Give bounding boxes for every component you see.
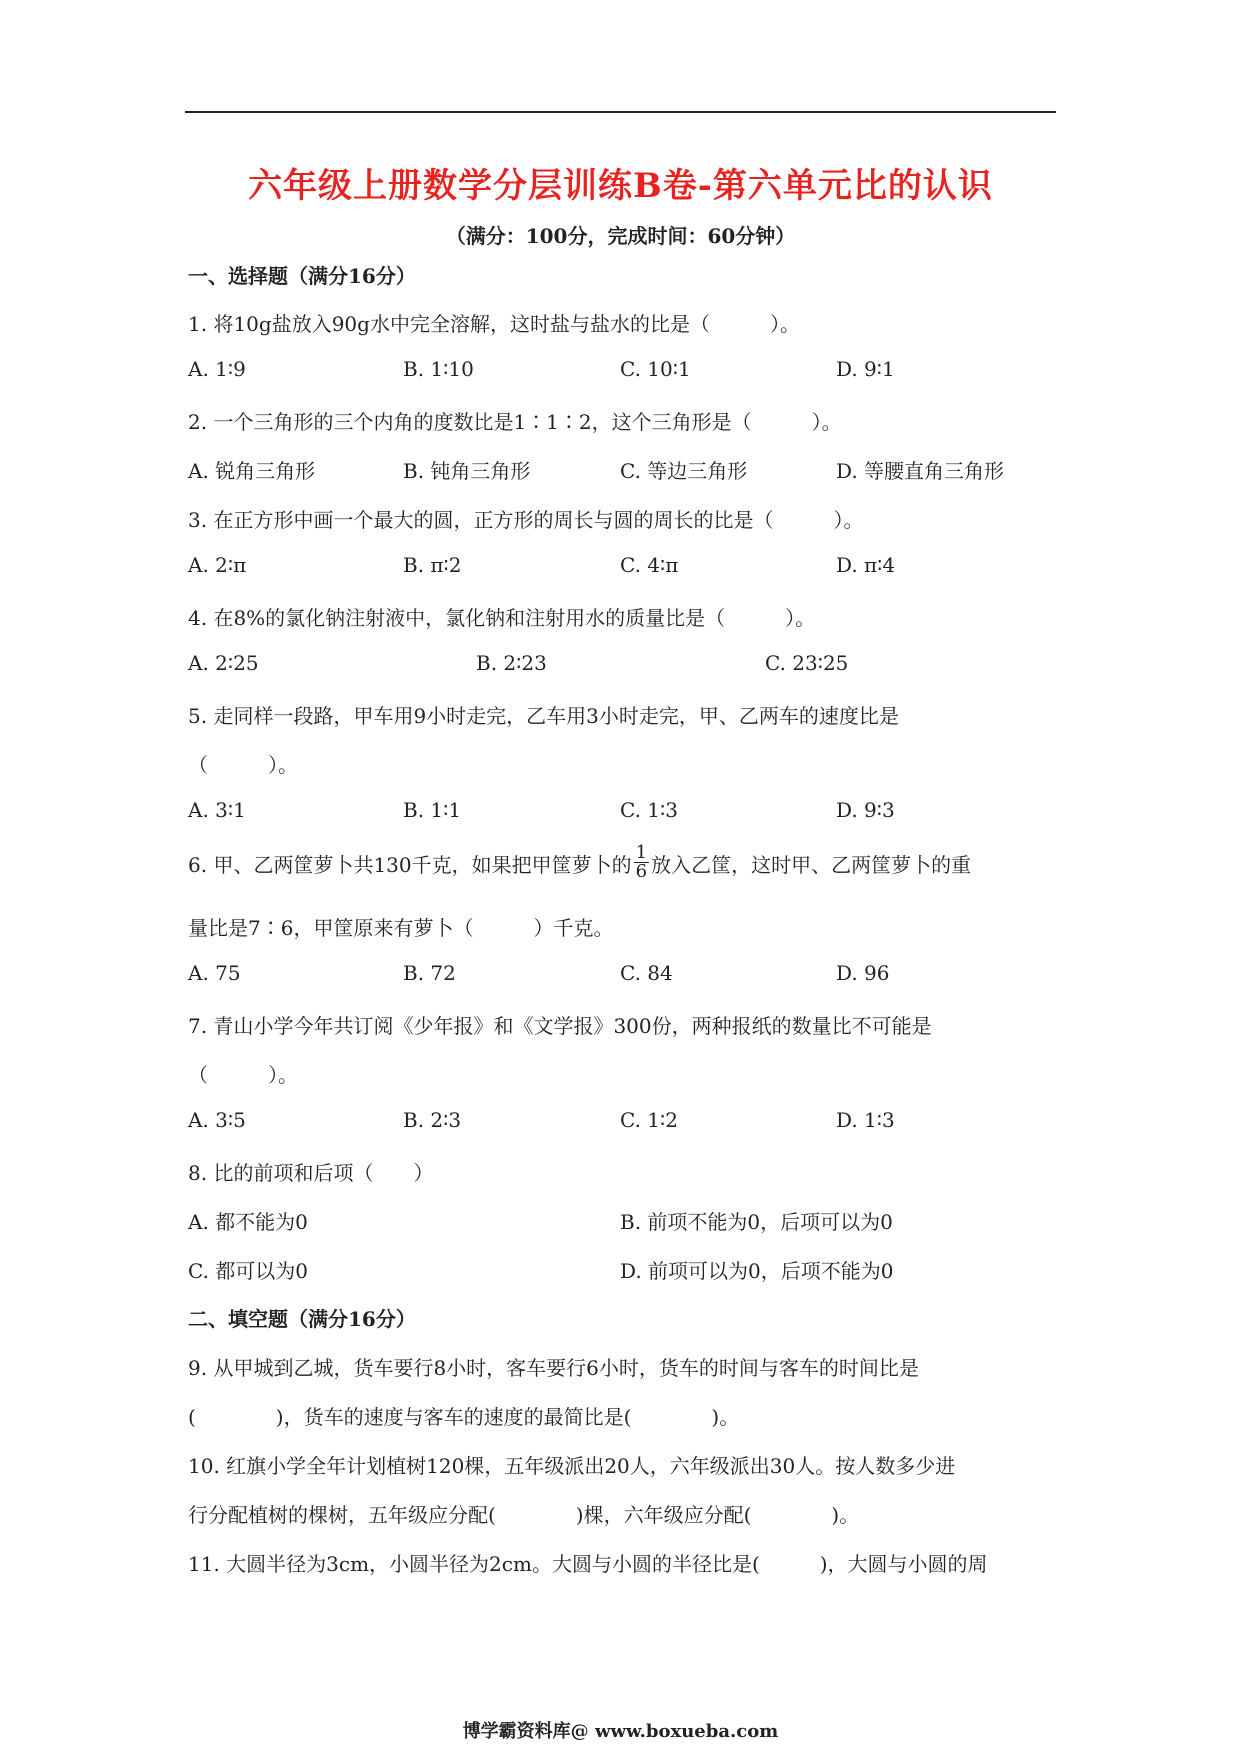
q8-option-c: C. 都可以为0 [188, 1259, 309, 1283]
page-title: 六年级上册数学分层训练B卷-第六单元比的认识 [248, 166, 993, 206]
q4-option-b: B. 2∶23 [476, 651, 547, 675]
question-2: 2. 一个三角形的三个内角的度数比是1∶1∶2，这个三角形是（ ）。 [188, 410, 842, 434]
section-choice-heading: 一、选择题（满分16分） [188, 264, 416, 288]
q1-option-c: C. 10∶1 [620, 357, 691, 381]
q5-option-a: A. 3∶1 [188, 798, 246, 822]
header-rule [185, 111, 1056, 113]
q5-option-b: B. 1∶1 [403, 798, 462, 822]
q6-text-part-1: 6. 甲、乙两筐萝卜共130千克，如果把甲筐萝卜的 [188, 853, 632, 877]
question-5-line-1: 5. 走同样一段路，甲车用9小时走完，乙车用3小时走完，甲、乙两车的速度比是 [188, 704, 899, 728]
q7-option-a: A. 3∶5 [188, 1108, 246, 1132]
question-11-line-1: 11. 大圆半径为3cm，小圆半径为2cm。大圆与小圆的半径比是( )，大圆与小圆的周 [188, 1552, 988, 1576]
q8-option-a: A. 都不能为0 [188, 1210, 308, 1234]
footer-watermark: 博学霸资料库@ www.boxueba.com [462, 1721, 779, 1742]
q4-option-c: C. 23∶25 [765, 651, 849, 675]
q7-option-c: C. 1∶2 [620, 1108, 678, 1132]
q5-option-d: D. 9∶3 [836, 798, 895, 822]
q6-option-b: B. 72 [403, 961, 456, 985]
question-6-line-2: 量比是7∶6，甲筐原来有萝卜（ ）千克。 [188, 916, 614, 940]
question-6-line-1 [188, 842, 972, 885]
question-7-line-1: 7. 青山小学今年共订阅《少年报》和《文学报》300份，两种报纸的数量比不可能是 [188, 1014, 932, 1038]
q8-option-d: D. 前项可以为0，后项不能为0 [620, 1259, 894, 1283]
page-subtitle: （满分：100分，完成时间：60分钟） [445, 224, 796, 248]
q3-option-d: D. π∶4 [836, 553, 896, 577]
question-10-line-1: 10. 红旗小学全年计划植树120棵，五年级派出20人，六年级派出30人。按人数多少进 [188, 1454, 956, 1478]
question-10-line-2: 行分配植树的棵树，五年级应分配( )棵，六年级应分配( )。 [188, 1503, 860, 1527]
q1-option-d: D. 9∶1 [836, 357, 895, 381]
q6-fraction [634, 844, 649, 881]
question-9-line-2: ( )，货车的速度与客车的速度的最简比是( )。 [188, 1405, 740, 1429]
section-fill-heading: 二、填空题（满分16分） [188, 1307, 416, 1331]
q2-option-d: D. 等腰直角三角形 [836, 459, 1005, 483]
q6-text-part-2: 放入乙筐，这时甲、乙两筐萝卜的重 [651, 853, 972, 877]
q4-option-a: A. 2∶25 [188, 651, 259, 675]
q7-option-b: B. 2∶3 [403, 1108, 462, 1132]
q3-option-a: A. 2∶π [188, 553, 247, 577]
q8-option-b: B. 前项不能为0，后项可以为0 [620, 1210, 893, 1234]
q3-option-c: C. 4∶π [620, 553, 679, 577]
q2-option-b: B. 钝角三角形 [403, 459, 531, 483]
question-8: 8. 比的前项和后项（ ） [188, 1161, 434, 1185]
question-5-line-2: （ ）。 [188, 753, 298, 777]
q2-option-a: A. 锐角三角形 [188, 459, 316, 483]
q1-option-b: B. 1∶10 [403, 357, 474, 381]
question-9-line-1: 9. 从甲城到乙城，货车要行8小时，客车要行6小时，货车的时间与客车的时间比是 [188, 1356, 919, 1380]
q6-fraction-numerator: 1 [635, 842, 648, 863]
q5-option-c: C. 1∶3 [620, 798, 678, 822]
q3-option-b: B. π∶2 [403, 553, 462, 577]
question-1: 1. 将10g盐放入90g水中完全溶解，这时盐与盐水的比是（ ）。 [188, 312, 800, 336]
q6-option-c: C. 84 [620, 961, 673, 985]
question-4: 4. 在8%的氯化钠注射液中，氯化钠和注射用水的质量比是（ ）。 [188, 606, 816, 630]
q7-option-d: D. 1∶3 [836, 1108, 895, 1132]
q2-option-c: C. 等边三角形 [620, 459, 748, 483]
question-3: 3. 在正方形中画一个最大的圆，正方形的周长与圆的周长的比是（ ）。 [188, 508, 864, 532]
q6-fraction-denominator: 6 [635, 861, 648, 882]
q1-option-a: A. 1∶9 [188, 357, 246, 381]
q6-option-a: A. 75 [188, 961, 241, 985]
q6-option-d: D. 96 [836, 961, 890, 985]
question-7-line-2: （ ）。 [188, 1063, 298, 1087]
